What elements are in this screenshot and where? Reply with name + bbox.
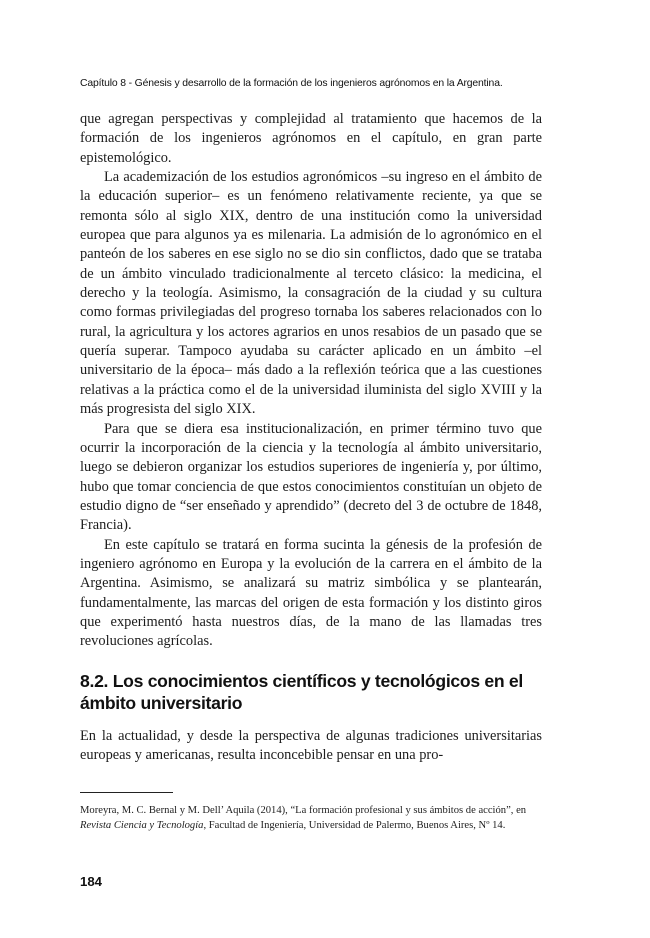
footnote bbox=[80, 804, 542, 833]
body-paragraph-4: En este capítulo se tratará en forma sucinta la génesis de la profesión de ingeniero agrónomo en Europa y la evolución de la carrera en el ámbito de la Argentina. Asimismo, se analizará su matriz simbólica y se plantearán, fundamentalmente, las marcas del origen de esta formación y los distinto giros que experimentó hasta nuestros días, de la mano de las llamadas tres revoluciones agrícolas. bbox=[80, 536, 542, 650]
page-number: 184 bbox=[80, 874, 103, 889]
running-header: Capítulo 8 - Génesis y desarrollo de la formación de los ingenieros agrónomos en la Argentina. bbox=[80, 78, 503, 89]
body-paragraph-1: que agregan perspectivas y complejidad al tratamiento que hacemos de la formación de los ingenieros agrónomos en el capítulo, en gran parte epistemológico. bbox=[80, 111, 542, 166]
body-text bbox=[80, 110, 542, 652]
footnote-divider bbox=[80, 792, 173, 793]
section-paragraph: En la actualidad, y desde la perspectiva de algunas tradiciones universitarias europeas y americanas, resulta inconcebible pensar en una pro- bbox=[80, 728, 542, 764]
footnote-rest: , Facultad de Ingeniería, Universidad de Palermo, Buenos Aires, Nº 14. bbox=[203, 819, 506, 831]
footnote-journal: Revista Ciencia y Tecnología bbox=[80, 819, 204, 831]
section-heading: 8.2. Los conocimientos científicos y tecnológicos en el ámbito universitario bbox=[80, 671, 524, 713]
body-paragraph-3: Para que se diera esa institucionalización, en primer término tuvo que ocurrir la incorporación de la ciencia y la tecnología al ámbito universitario, luego se debieron organizar los estudios superiores de ingeniería y, por último, hubo que tomar conciencia de que estos conocimientos constituían un objeto de estudio digno de “ser enseñado y aprendido” (decreto del 3 de octubre de 1848, Francia). bbox=[80, 420, 542, 534]
body-paragraph-2: La academización de los estudios agronómicos –su ingreso en el ámbito de la educación superior– es un fenómeno relativamente reciente, ya que se remonta sólo al siglo XIX, dentro de una institución como la universidad europea que para algunos ya es milenaria. La admisión de lo agronómico en el panteón de los saberes en ese siglo no se dio sin conflictos, dado que se trataba de un ámbito vinculado tradicionalmente al terceto clásico: la medicina, el derecho y la teología. Asimismo, la consagración de la ciudad y su cultura como formas privilegiadas del progreso tornaba los saberes relacionados con lo rural, la agricultura y los actores agrarios en unos resabios de un pasado que se quería superar. Tampoco ayudaba su carácter aplicado en un ámbito –el universitario de la época– más dado a la reflexión teórica que a las cuestiones relativas a la práctica como el de la universidad iluminista del siglo XVIII y la más progresista del siglo XIX. bbox=[80, 169, 542, 418]
footnote-authors: Moreyra, M. C. Bernal y M. Dell’ Aquila (2014), “La formación profesional y sus ámbitos de acción”, en bbox=[80, 805, 527, 816]
